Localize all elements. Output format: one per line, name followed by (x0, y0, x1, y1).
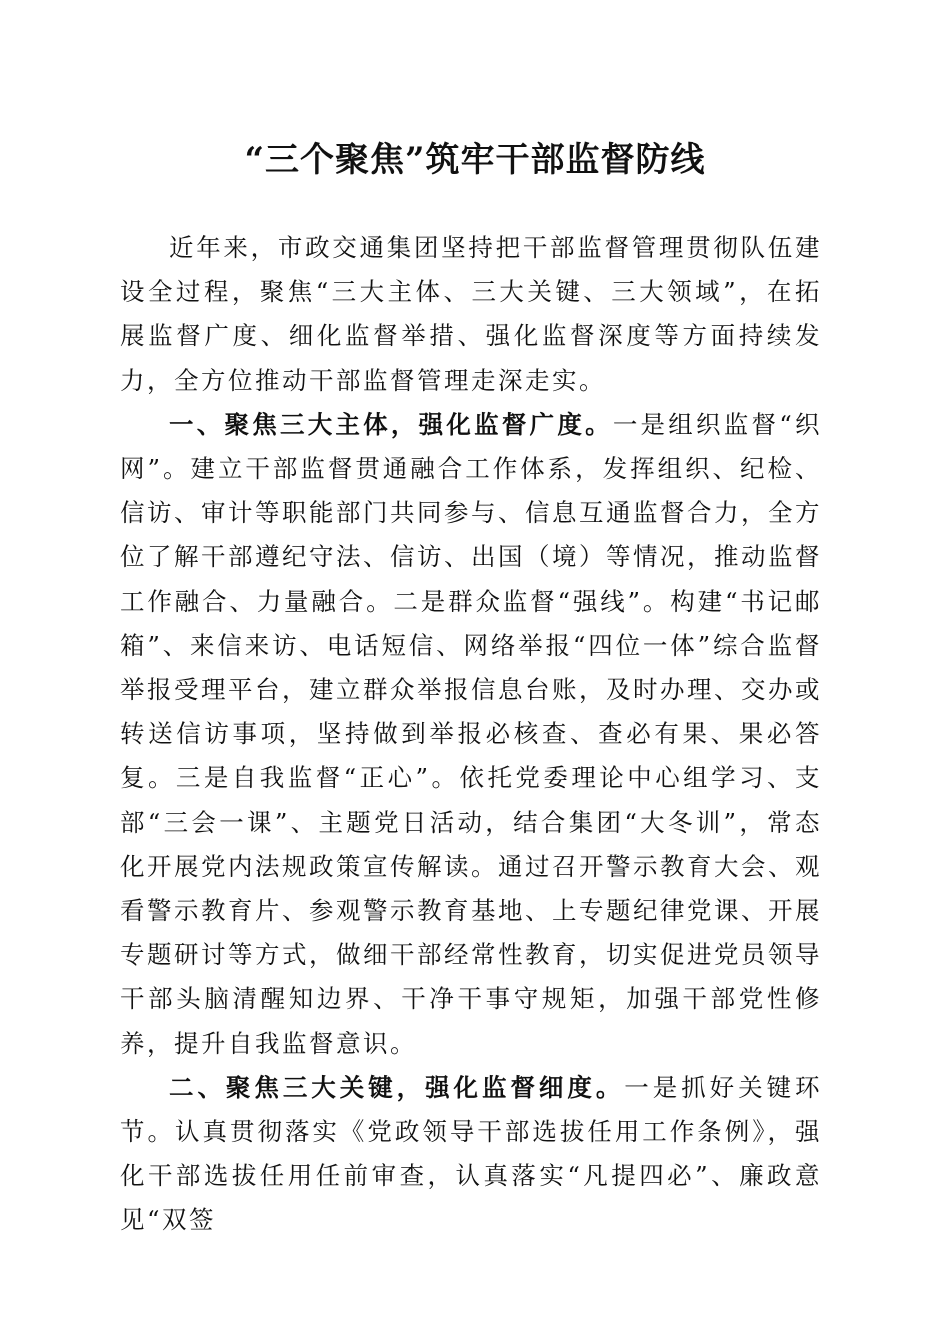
paragraph-intro (120, 226, 822, 403)
paragraph-heading: 一、聚焦三大主体，强化监督广度。 (169, 409, 613, 439)
document-body (120, 226, 822, 1243)
paragraph-section-2 (120, 1066, 822, 1243)
paragraph-text: 一是组织监督“织网”。建立干部监督贯通融合工作体系，发挥组织、纪检、信访、审计等职能部门共同参与、信息互通监督合力，全方位了解干部遵纪守法、信访、出国（境）等情况，推动监督工作融合、力量融合。二是群众监督“强线”。构建“书记邮箱”、来信来访、电话短信、网络举报“四位一体”综合监督举报受理平台，建立群众举报信息台账，及时办理、交办或转送信访事项，坚持做到举报必核查、查必有果、果必答复。三是自我监督“正心”。依托党委理论中心组学习、支部“三会一课”、主题党日活动，结合集团“大冬训”，常态化开展党内法规政策宣传解读。通过召开警示教育大会、观看警示教育片、参观警示教育基地、上专题纪律党课、开展专题研讨等方式，做细干部经常性教育，切实促进党员领导干部头脑清醒知边界、干净干事守规矩，加强干部党性修养，提升自我监督意识。 (120, 409, 823, 1058)
document-title: “三个聚焦”筑牢干部监督防线 (244, 140, 706, 180)
paragraph-heading: 二、聚焦三大关键，强化监督细度。 (169, 1072, 625, 1102)
paragraph-section-1 (120, 403, 822, 1066)
paragraph-text: 近年来，市政交通集团坚持把干部监督管理贯彻队伍建设全过程，聚焦“三大主体、三大关键、三大领域”，在拓展监督广度、细化监督举措、强化监督深度等方面持续发力，全方位推动干部监督管理走深走实。 (120, 233, 822, 395)
paragraph-text: 一是抓好关键环节。认真贯彻落实《党政领导干部选拔任用工作条例》，强化干部选拔任用任前审查，认真落实“凡提四必”、廉政意见“双签 (120, 1072, 823, 1235)
